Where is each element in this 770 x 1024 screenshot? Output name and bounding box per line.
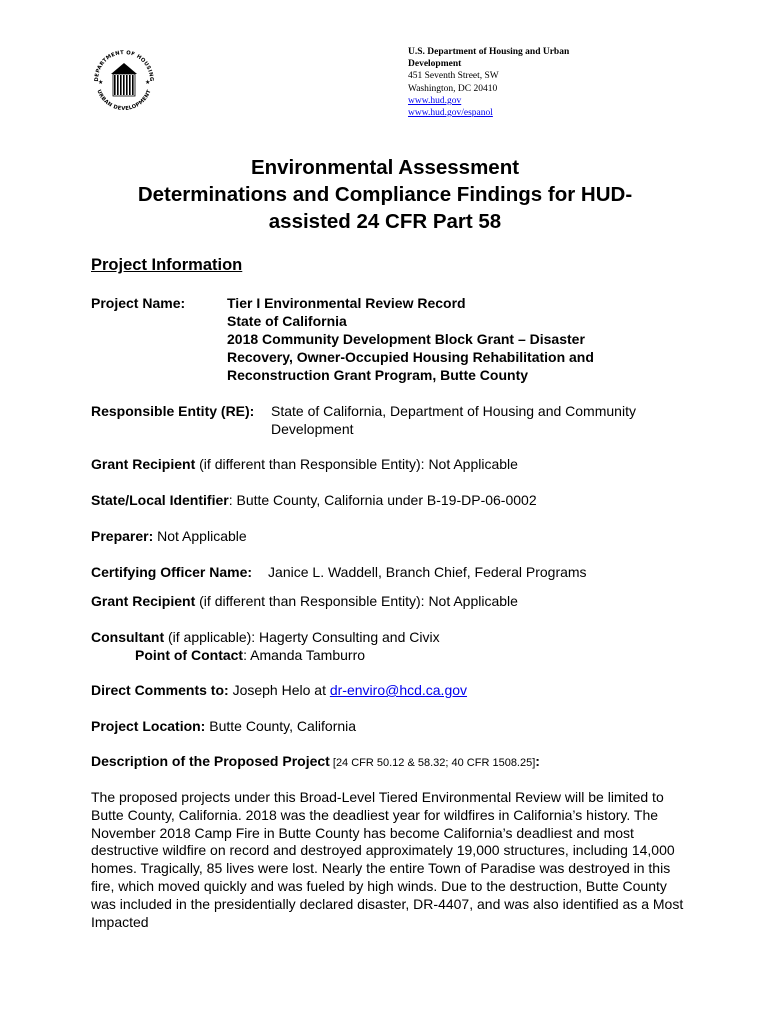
certifying-officer-row — [91, 563, 587, 581]
certifying-officer-label: Certifying Officer Name: — [91, 564, 253, 580]
preparer-label: Preparer: — [91, 528, 154, 544]
direct-comments-value: Joseph Helo at — [228, 682, 330, 698]
preparer-row — [91, 527, 247, 545]
description-label: Description of the Proposed Project — [91, 753, 330, 769]
grant-recipient-label: Grant Recipient — [91, 593, 196, 609]
document-title — [80, 154, 690, 235]
responsible-entity-label: Responsible Entity (RE): — [91, 403, 255, 419]
hud-website-link[interactable]: www.hud.gov — [408, 95, 462, 106]
certifying-officer-value: Janice L. Waddell, Branch Chief, Federal Programs — [268, 564, 587, 580]
consultant-value: (if applicable): Hagerty Consulting and Civix — [164, 629, 440, 645]
direct-comments-row — [91, 681, 467, 699]
consultant-label: Consultant — [91, 629, 165, 645]
email-link[interactable]: dr-enviro@hcd.ca.gov — [329, 682, 468, 698]
description-paragraph: The proposed projects under this Broad-Level Tiered Environmental Review will be limited to Butte County, California. 2018 was the deadliest year for wildfires in California’s history. The November 2018 Camp Fire in Butte County has become California’s deadliest and most destructive wildfire on record and destroyed approximately 19,000 structures, including 14,000 homes. Tragically, 85 lives were lost. Nearly the entire Town of Paradise was destroyed in this fire, which moved quickly and was fueled by high winds. Due to the destruction, Butte County was included in the presidentially declared disaster, DR-4407, and was also identified as a Most Impacted — [91, 789, 684, 930]
consultant-row — [91, 628, 440, 664]
hud-seal-icon — [88, 44, 160, 116]
title-line3: assisted 24 CFR Part 58 — [268, 210, 502, 233]
project-name-line: Recovery, Owner-Occupied Housing Rehabilitation and — [227, 349, 594, 365]
project-name-line: Reconstruction Grant Program, Butte County — [227, 367, 529, 383]
preparer-value: Not Applicable — [153, 528, 247, 544]
grant-recipient-row — [91, 592, 518, 610]
description-heading-row — [91, 752, 540, 772]
project-name-value — [227, 294, 647, 384]
responsible-entity-line: Development — [271, 421, 354, 437]
responsible-entity-label-row — [91, 402, 254, 420]
svg-text:★: ★ — [98, 79, 104, 86]
seal-top-text: DEPARTMENT OF HOUSING — [93, 49, 155, 82]
grant-recipient-label: Grant Recipient — [91, 456, 196, 472]
seal-bottom-text: URBAN DEVELOPMENT — [95, 88, 153, 113]
point-of-contact-value: : Amanda Tamburro — [243, 647, 366, 663]
state-local-id-value: : Butte County, California under B-19-DP-06-0002 — [228, 492, 537, 508]
project-name-line: Tier I Environmental Review Record — [227, 295, 466, 311]
grant-recipient-row — [91, 455, 518, 473]
project-name-line: 2018 Community Development Block Grant – Disaster — [227, 331, 585, 347]
responsible-entity-line: State of California, Department of Housing and Community — [271, 403, 636, 419]
point-of-contact-label: Point of Contact — [135, 647, 244, 663]
project-name-line: State of California — [227, 313, 347, 329]
grant-recipient-value: (if different than Responsible Entity): Not Applicable — [195, 593, 518, 609]
project-location-value: Butte County, California — [205, 718, 357, 734]
project-name-label: Project Name: — [91, 295, 186, 311]
svg-text:★: ★ — [145, 79, 151, 86]
direct-comments-label: Direct Comments to: — [91, 682, 229, 698]
state-local-id-label: State/Local Identifier — [91, 492, 229, 508]
title-line1: Environmental Assessment — [250, 156, 520, 179]
section-heading: Project Information — [91, 256, 243, 274]
agency-city: Washington, DC 20410 — [408, 83, 498, 94]
project-location-label: Project Location: — [91, 718, 206, 734]
state-local-id-row — [91, 491, 537, 509]
title-line2: Determinations and Compliance Findings for HUD- — [137, 183, 633, 206]
agency-name-line1: U.S. Department of Housing and Urban — [408, 47, 570, 57]
agency-street: 451 Seventh Street, SW — [408, 71, 499, 82]
description-citation: [24 CFR 50.12 & 58.32; 40 CFR 1508.25] — [329, 757, 536, 769]
description-colon: : — [535, 753, 540, 769]
responsible-entity-value — [271, 402, 681, 438]
hud-espanol-link[interactable]: www.hud.gov/espanol — [408, 108, 493, 119]
project-location-row — [91, 717, 356, 735]
agency-name-line2: Development — [408, 59, 462, 70]
agency-address-block — [408, 46, 628, 119]
grant-recipient-value: (if different than Responsible Entity): Not Applicable — [195, 456, 518, 472]
